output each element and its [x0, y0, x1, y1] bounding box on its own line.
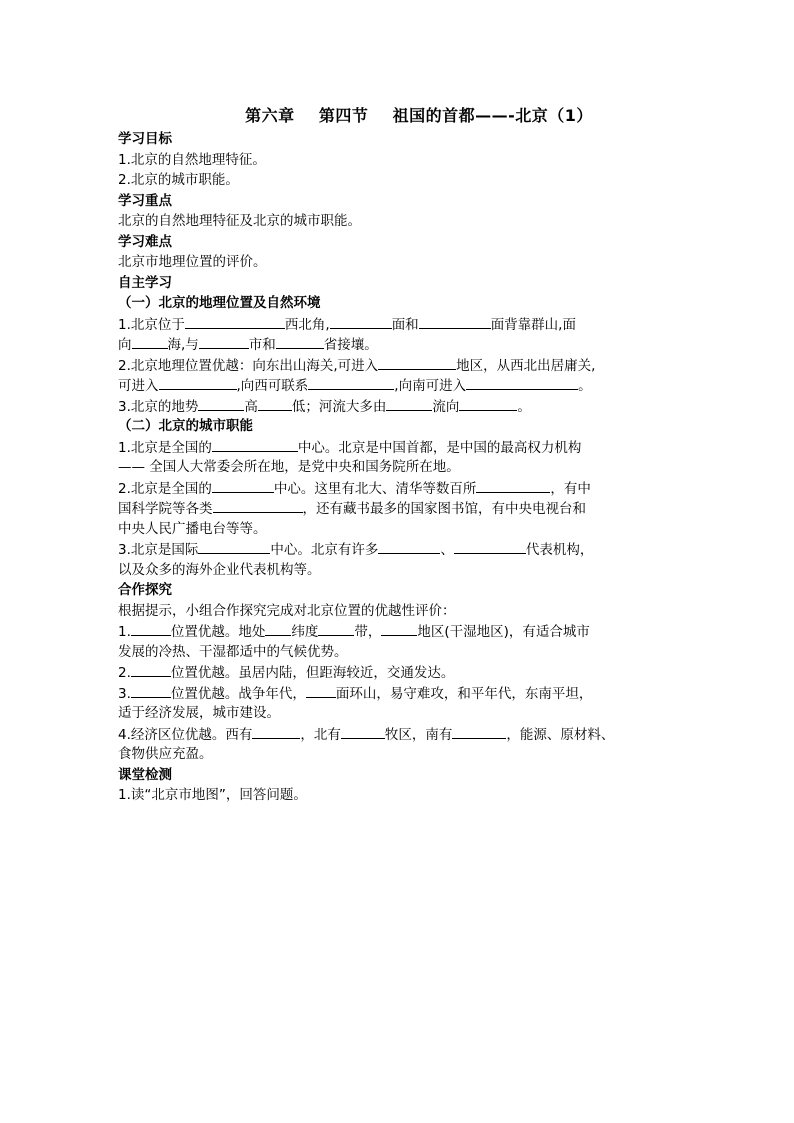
fill-in-blank[interactable]: [159, 375, 237, 390]
fill-in-blank[interactable]: [330, 314, 392, 329]
fill-in-blank[interactable]: [454, 539, 526, 554]
text-run: 课堂检测: [118, 766, 172, 783]
fill-in-blank[interactable]: [341, 724, 385, 739]
text-run: 位置优越。地处: [170, 624, 266, 640]
fill-in-blank[interactable]: [198, 396, 244, 411]
text-run: 位置优越。虽居内陆，但距海较近，交通发达。: [170, 665, 455, 681]
text-run: 学习目标: [118, 131, 172, 147]
text-run: 3.北京的地势: [118, 398, 199, 415]
text-line: [118, 560, 680, 581]
fill-in-blank[interactable]: [212, 478, 274, 493]
text-line: [118, 621, 680, 642]
text-run: 1.: [118, 624, 131, 640]
fill-in-blank[interactable]: [252, 724, 300, 739]
fill-in-blank[interactable]: [378, 355, 456, 370]
text-run: 1.北京的自然地理特征。: [118, 151, 266, 168]
text-run: ，有中: [550, 480, 591, 497]
text-line: [118, 314, 680, 335]
text-line: [118, 601, 680, 622]
text-line: [118, 498, 680, 519]
section-heading: [118, 273, 680, 294]
fill-in-blank[interactable]: [212, 437, 298, 452]
text-run: 海,与: [167, 337, 199, 353]
fill-in-blank[interactable]: [132, 334, 168, 349]
text-line: [118, 355, 680, 376]
text-run: 省接壤。: [323, 337, 378, 353]
section-heading: [118, 765, 680, 786]
text-line: [118, 457, 680, 478]
text-run: 学习难点: [118, 233, 172, 250]
text-line: [118, 437, 680, 458]
text-line: [118, 478, 680, 499]
text-run: 面环山，易守难攻，和平年代，东南平坦，: [335, 685, 593, 702]
section-heading: [118, 232, 680, 253]
section-heading: [118, 293, 680, 314]
section-heading: [118, 416, 680, 437]
text-line: [118, 703, 680, 724]
text-run: 北京的自然地理特征及北京的城市职能。: [118, 213, 361, 229]
text-run: —— 全国人大常委会所在地，是党中央和国务院所在地。: [118, 459, 460, 475]
fill-in-blank[interactable]: [452, 724, 506, 739]
text-run: 流向: [432, 398, 460, 415]
text-line: [118, 539, 680, 560]
text-line: [118, 724, 680, 745]
section-heading: [118, 580, 680, 601]
text-run: 位置优越。战争年代，: [170, 685, 306, 702]
fill-in-blank[interactable]: [476, 478, 550, 493]
text-run: 地区(干湿地区)，有适合城市: [417, 624, 590, 640]
fill-in-blank[interactable]: [459, 396, 517, 411]
fill-in-blank[interactable]: [185, 314, 285, 329]
text-run: 。: [578, 378, 592, 394]
text-run: 纬度: [291, 624, 319, 640]
document-body: [118, 129, 680, 806]
text-run: 2.北京是全国的: [118, 480, 212, 497]
text-run: ，还有藏书最多的国家图书馆，有中央电视台和: [302, 501, 586, 517]
fill-in-blank[interactable]: [466, 375, 578, 390]
text-run: ，北有: [300, 726, 341, 743]
text-run: 北京市地理位置的评价。: [118, 254, 267, 270]
fill-in-blank[interactable]: [258, 396, 292, 411]
text-run: 3.北京是国际: [118, 542, 199, 558]
text-line: [118, 683, 680, 704]
text-run: 适于经济发展，城市建设。: [118, 705, 280, 721]
text-line: [118, 396, 680, 417]
fill-in-blank[interactable]: [381, 621, 417, 636]
fill-in-blank[interactable]: [306, 683, 336, 698]
text-run: 低；河流大多由: [291, 398, 387, 415]
text-run: 1.北京位于: [118, 316, 185, 333]
text-run: 向: [118, 337, 132, 353]
text-run: 。: [517, 398, 531, 415]
fill-in-blank[interactable]: [308, 375, 394, 390]
text-line: [118, 642, 680, 663]
text-line: [118, 170, 680, 191]
text-run: 1.读“北京市地图”，回答问题。: [118, 787, 307, 803]
text-run: 自主学习: [118, 274, 172, 291]
text-line: [118, 252, 680, 273]
fill-in-blank[interactable]: [276, 334, 324, 349]
fill-in-blank[interactable]: [131, 621, 171, 636]
text-run: 中央人民广播电台等等。: [118, 520, 267, 537]
text-run: 中心。北京是中国首都，是中国的最高权力机构: [297, 439, 582, 456]
section-heading: [118, 191, 680, 212]
text-run: 带，: [354, 624, 382, 640]
text-run: 合作探究: [118, 582, 172, 598]
text-run: 2.北京地理位置优越：向东出山海关,可进入: [118, 357, 379, 374]
text-run: ,向西可联系: [236, 378, 309, 394]
document-page: [118, 103, 680, 806]
text-run: 2.: [118, 665, 131, 681]
text-run: 学习重点: [118, 192, 172, 209]
text-run: 、: [440, 542, 454, 558]
text-line: [118, 785, 680, 806]
text-run: 食物供应充盈。: [118, 746, 213, 762]
text-run: 代表机构，: [525, 542, 594, 558]
text-run: 1.北京是全国的: [118, 439, 212, 456]
text-run: 根据提示，小组合作探究完成对北京位置的优越性评价：: [118, 602, 456, 619]
text-run: （二）北京的城市职能: [118, 418, 253, 434]
fill-in-blank[interactable]: [419, 314, 491, 329]
text-run: 以及众多的海外企业代表机构等。: [118, 561, 321, 578]
text-run: 西北角,: [284, 316, 330, 333]
fill-in-blank[interactable]: [199, 334, 249, 349]
text-line: [118, 662, 680, 683]
fill-in-blank[interactable]: [378, 539, 440, 554]
section-heading: [118, 129, 680, 150]
fill-in-blank[interactable]: [386, 396, 432, 411]
text-run: 4.经济区位优越。西有: [118, 726, 253, 743]
text-line: [118, 211, 680, 232]
fill-in-blank[interactable]: [131, 683, 171, 698]
text-run: ，能源、原材料、: [506, 726, 615, 743]
text-run: 地区，从西北出居庸关,: [456, 357, 596, 374]
text-run: 国科学院等各类: [118, 501, 213, 517]
text-run: 中心。这里有北大、清华等数百所: [273, 480, 477, 497]
text-line: [118, 375, 680, 396]
text-run: 牧区，南有: [384, 726, 453, 743]
text-run: 高: [244, 398, 258, 415]
text-line: [118, 334, 680, 355]
text-run: （一）北京的地理位置及自然环境: [118, 295, 321, 311]
fill-in-blank[interactable]: [318, 621, 354, 636]
page-title: 第六章 第四节 祖国的首都——-北京（1）: [245, 106, 593, 125]
text-run: 2.北京的城市职能。: [118, 172, 239, 188]
text-run: 可进入: [118, 378, 159, 394]
text-run: 面和: [391, 316, 419, 333]
text-run: 中心。北京有许多: [270, 542, 379, 558]
fill-in-blank[interactable]: [198, 539, 270, 554]
text-run: 面背靠群山,面: [490, 316, 576, 333]
text-line: [118, 150, 680, 171]
fill-in-blank[interactable]: [213, 498, 303, 513]
text-run: 市和: [248, 337, 276, 353]
fill-in-blank[interactable]: [131, 662, 171, 677]
text-run: 发展的冷热、干湿都适中的气候优势。: [118, 643, 348, 660]
fill-in-blank[interactable]: [265, 621, 291, 636]
text-line: [118, 744, 680, 765]
text-run: ,向南可进入: [394, 378, 467, 394]
text-line: [118, 519, 680, 540]
text-run: 3.: [118, 685, 131, 702]
